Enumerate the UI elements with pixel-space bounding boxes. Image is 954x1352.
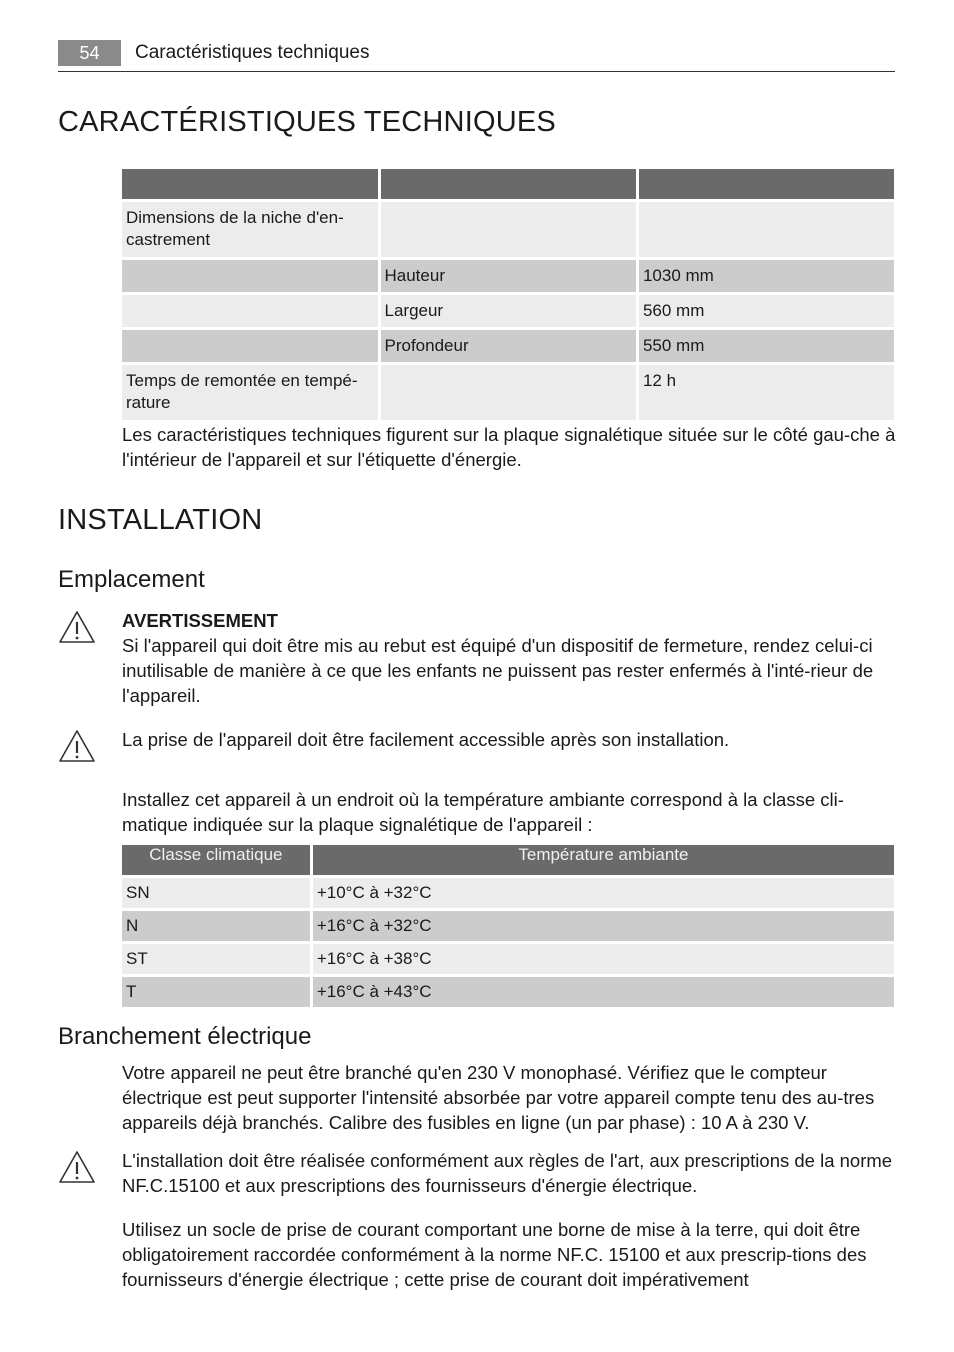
table-cell: +10°C à +32°C — [313, 878, 894, 908]
dimensions-table — [119, 166, 897, 423]
grounding-text: Utilisez un socle de prise de courant comportant une borne de mise à la terre, qui doit être obligatoirement raccordée conformément à la norme NF.C. 15100 et aux prescrip-tions des fournisseurs d'énergie électrique ; cette prise de courant doit impérativement — [122, 1219, 867, 1290]
table-cell — [639, 202, 894, 257]
warning-title: AVERTISSEMENT — [122, 610, 278, 631]
table-cell: 12 h — [639, 365, 894, 420]
table-header-row — [122, 845, 894, 875]
climate-intro: Installez cet appareil à un endroit où la température ambiante correspond à la classe cli-matique indiquée sur la plaque signalétique de l'appareil : — [122, 789, 844, 835]
table-row — [122, 911, 894, 941]
table-cell — [122, 330, 378, 362]
installation-heading: INSTALLATION — [58, 504, 263, 536]
table-cell: Temps de remontée en tempé-rature — [122, 365, 378, 420]
electrical-text: Votre appareil ne peut être branché qu'en 230 V monophasé. Vérifiez que le compteur électrique est peut supporter l'intensité absorbée par votre appareil compte tenu des au-tres appareils déjà branchés. Calibre des fusibles en ligne (un par phase) : 10 A à 230 V. — [122, 1062, 875, 1133]
spec-note: Les caractéristiques techniques figurent sur la plaque signalétique située sur le côté gau-che à l'intérieur de l'appareil et sur l'étiquette d'énergie. — [122, 424, 896, 470]
table-cell: Largeur — [381, 295, 636, 327]
table-header-cell — [122, 169, 378, 199]
table-cell: ST — [122, 944, 310, 974]
table-row — [122, 977, 894, 1007]
table-row — [122, 944, 894, 974]
table-row — [122, 295, 894, 327]
table-row — [122, 202, 894, 257]
electrical-caution-text: L'installation doit être réalisée conformément aux règles de l'art, aux prescriptions de la norme NF.C.15100 et aux prescriptions des fournisseurs d'énergie électrique. — [122, 1150, 893, 1196]
warning-triangle-icon — [58, 610, 96, 644]
table-cell: +16°C à +43°C — [313, 977, 894, 1007]
table-cell: SN — [122, 878, 310, 908]
table-cell: Dimensions de la niche d'en-castrement — [122, 202, 378, 257]
table-cell: 1030 mm — [639, 260, 894, 292]
table-cell — [381, 365, 636, 420]
warning-text: Si l'appareil qui doit être mis au rebut est équipé d'un dispositif de fermeture, rendez celui-ci inutilisable de manière à ce que les enfants ne puissent pas rester enfermés à l'inté-rieur de l'appareil. — [122, 635, 874, 706]
table-header-cell — [639, 169, 894, 199]
emplacement-heading: Emplacement — [58, 566, 205, 593]
table-row — [122, 330, 894, 362]
table-cell — [122, 260, 378, 292]
caution-text: La prise de l'appareil doit être facilement accessible après son installation. — [122, 729, 730, 750]
table-header-cell: Température ambiante — [313, 845, 894, 875]
table-cell — [381, 202, 636, 257]
table-cell: Profondeur — [381, 330, 636, 362]
table-cell: +16°C à +38°C — [313, 944, 894, 974]
table-header-cell: Classe climatique — [122, 845, 310, 875]
page-header — [58, 40, 895, 72]
table-row — [122, 260, 894, 292]
table-header-row — [122, 169, 894, 199]
page-number: 54 — [58, 40, 121, 66]
warning-triangle-icon — [58, 1150, 96, 1184]
warning-triangle-icon — [58, 729, 96, 763]
table-cell: N — [122, 911, 310, 941]
table-cell — [122, 295, 378, 327]
table-cell: Hauteur — [381, 260, 636, 292]
table-header-cell — [381, 169, 636, 199]
table-cell: T — [122, 977, 310, 1007]
table-cell: 560 mm — [639, 295, 894, 327]
climate-class-table — [119, 842, 897, 1010]
table-row — [122, 365, 894, 420]
table-row — [122, 878, 894, 908]
header-section-title: Caractéristiques techniques — [135, 42, 370, 63]
table-cell: +16°C à +32°C — [313, 911, 894, 941]
spec-heading: CARACTÉRISTIQUES TECHNIQUES — [58, 106, 556, 138]
electrical-heading: Branchement électrique — [58, 1023, 312, 1050]
table-cell: 550 mm — [639, 330, 894, 362]
